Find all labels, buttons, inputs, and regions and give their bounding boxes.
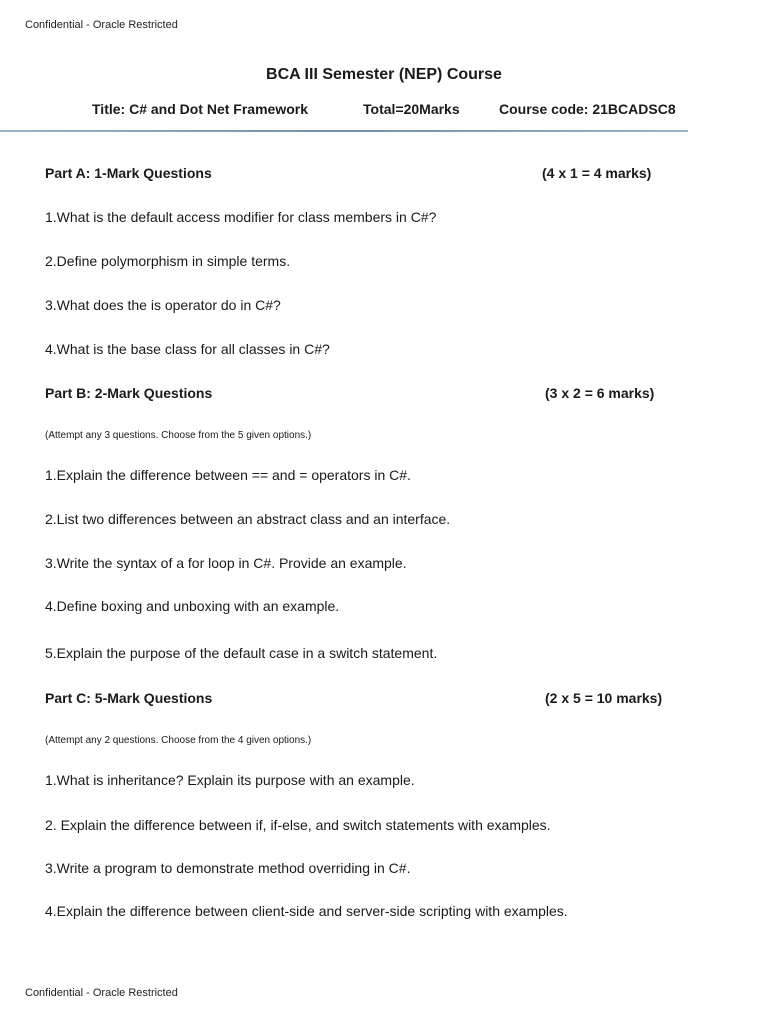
question-b4: 4.Define boxing and unboxing with an example. (45, 598, 340, 614)
course-title: BCA III Semester (NEP) Course (266, 66, 502, 83)
question-b5: 5.Explain the purpose of the default case in a switch statement. (45, 645, 438, 661)
question-c4: 4.Explain the difference between client-side and server-side scripting with examples. (45, 903, 568, 919)
question-b2: 2.List two differences between an abstract class and an interface. (45, 511, 451, 527)
header-divider (0, 130, 688, 132)
question-c3: 3.Write a program to demonstrate method overriding in C#. (45, 860, 411, 876)
part-b-title: Part B: 2-Mark Questions (45, 385, 213, 401)
course-code: Course code: 21BCADSC8 (499, 101, 676, 117)
question-c1: 1.What is inheritance? Explain its purpose with an example. (45, 772, 415, 788)
part-a-marks: (4 x 1 = 4 marks) (542, 165, 652, 181)
question-a3: 3.What does the is operator do in C#? (45, 297, 281, 313)
total-marks: Total=20Marks (363, 101, 460, 117)
part-a-title: Part A: 1-Mark Questions (45, 165, 212, 181)
question-b1: 1.Explain the difference between == and = operators in C#. (45, 467, 411, 483)
question-a2: 2.Define polymorphism in simple terms. (45, 253, 291, 269)
question-b3: 3.Write the syntax of a for loop in C#. Provide an example. (45, 555, 407, 571)
part-c-title: Part C: 5-Mark Questions (45, 690, 213, 706)
question-a1: 1.What is the default access modifier for class members in C#? (45, 209, 437, 225)
confidential-header: Confidential - Oracle Restricted (25, 19, 178, 31)
subject-title: Title: C# and Dot Net Framework (92, 101, 309, 117)
part-b-instruction: (Attempt any 3 questions. Choose from the 5 given options.) (45, 430, 312, 441)
part-c-instruction: (Attempt any 2 questions. Choose from the 4 given options.) (45, 735, 312, 746)
confidential-footer: Confidential - Oracle Restricted (25, 987, 178, 999)
question-c2: 2. Explain the difference between if, if-else, and switch statements with examples. (45, 817, 551, 833)
part-c-marks: (2 x 5 = 10 marks) (545, 690, 663, 706)
part-b-marks: (3 x 2 = 6 marks) (545, 385, 655, 401)
question-a4: 4.What is the base class for all classes in C#? (45, 341, 330, 357)
